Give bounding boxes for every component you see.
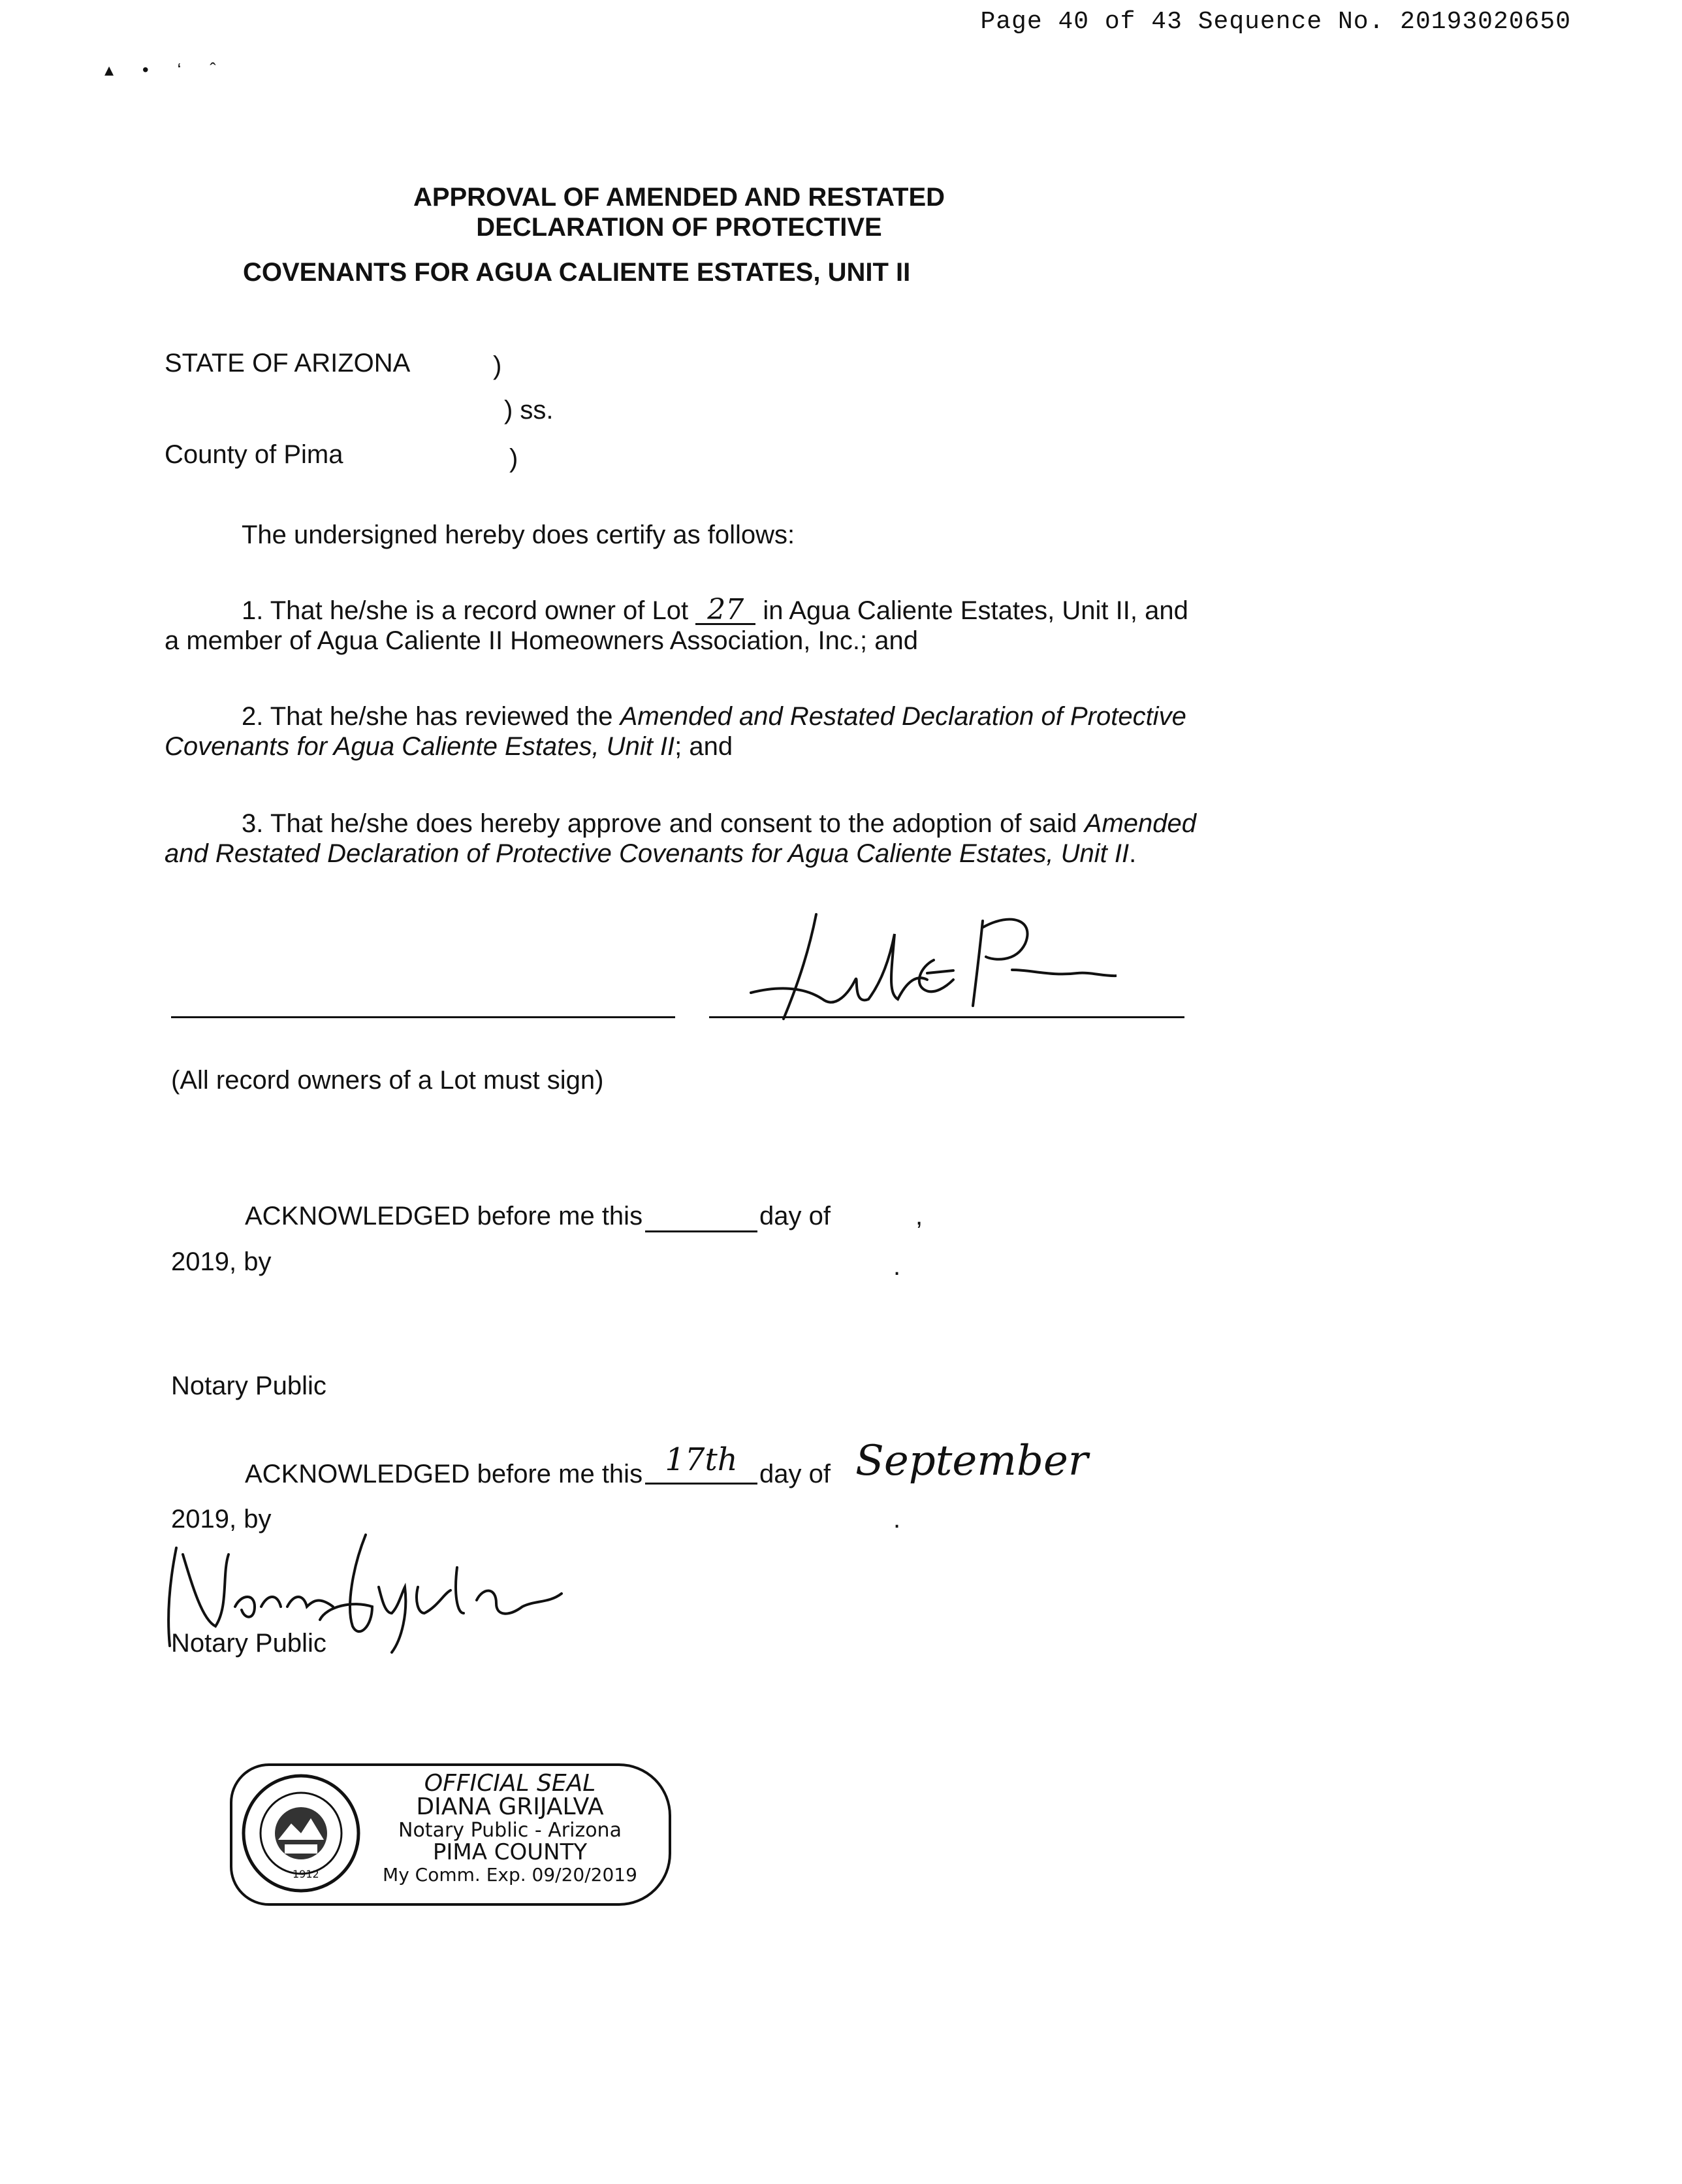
item-2-italic-2: Covenants for Agua Caliente Estates, Unit II xyxy=(165,732,675,761)
ack-2-period: . xyxy=(893,1505,901,1534)
owner-signature xyxy=(738,908,1117,1032)
ack-2-month-handwritten: September xyxy=(855,1437,1088,1485)
title-line-1: APPROVAL OF AMENDED AND RESTATED xyxy=(413,183,945,212)
ack-2-year-by: 2019, by xyxy=(171,1505,272,1534)
ack-2-day-of: day of xyxy=(759,1460,831,1488)
venue-paren-1: ) xyxy=(493,351,502,380)
seal-emblem-year: 1912 xyxy=(293,1868,319,1880)
item-2-italic-1: Amended and Restated Declaration of Protective xyxy=(620,702,1186,731)
venue-paren-2: ) xyxy=(509,444,518,473)
ack-1-comma: , xyxy=(915,1202,923,1230)
title-line-2: DECLARATION OF PROTECTIVE xyxy=(476,213,882,242)
ack-2-day-handwritten: 17th xyxy=(645,1437,757,1485)
venue-ss: ) ss. xyxy=(504,396,554,425)
item-2-text: 2. That he/she has reviewed the xyxy=(242,702,620,731)
venue-state: STATE OF ARIZONA xyxy=(165,349,411,377)
official-seal-stamp xyxy=(230,1763,671,1906)
item-1-line-2: a member of Agua Caliente II Homeowners Association, Inc.; and xyxy=(165,626,918,655)
title-line-3: COVENANTS FOR AGUA CALIENTE ESTATES, UNIT II xyxy=(243,258,911,287)
scan-specks: ▴ • ‘ ˆ xyxy=(104,59,228,80)
ack-2-text: ACKNOWLEDGED before me this xyxy=(245,1460,643,1488)
ack-1-day-of: day of xyxy=(759,1202,831,1230)
ack-1-day-blank xyxy=(645,1210,757,1232)
ack-1-year-by: 2019, by xyxy=(171,1247,272,1276)
seal-name: DIANA GRIJALVA xyxy=(416,1793,604,1820)
item-1-text-a: 1. That he/she is a record owner of Lot xyxy=(242,596,696,625)
seal-commission-expiry: My Comm. Exp. 09/20/2019 xyxy=(383,1864,637,1886)
item-2 xyxy=(165,701,1196,762)
notary-signature xyxy=(157,1528,575,1659)
ack-1-text: ACKNOWLEDGED before me this xyxy=(245,1202,643,1230)
item-2-end: ; and xyxy=(674,732,733,761)
item-1-text-b: in Agua Caliente Estates, Unit II, and xyxy=(755,596,1188,625)
venue-county: County of Pima xyxy=(165,440,343,469)
seal-county: PIMA COUNTY xyxy=(432,1839,588,1865)
lot-number-handwritten: 27 xyxy=(695,597,755,625)
item-1 xyxy=(165,593,1196,656)
intro-text: The undersigned hereby does certify as follows: xyxy=(242,521,795,549)
seal-line-1: OFFICIAL SEAL xyxy=(424,1770,596,1797)
item-3 xyxy=(165,809,1196,869)
item-3-line-1: 3. That he/she does hereby approve and consent to the adoption of said xyxy=(242,809,1077,838)
item-3-end: . xyxy=(1129,839,1137,868)
ack-1-period: . xyxy=(893,1252,901,1281)
ack-2-notary: Notary Public xyxy=(171,1629,326,1658)
seal-line-3: Notary Public - Arizona xyxy=(398,1819,622,1842)
signature-line-1 xyxy=(171,1016,675,1018)
page-sequence-header: Page 40 of 43 Sequence No. 20193020650 xyxy=(980,8,1571,36)
ack-1-notary: Notary Public xyxy=(171,1372,326,1400)
signature-note: (All record owners of a Lot must sign) xyxy=(171,1066,604,1095)
item-3-italic: Amended and Restated Declaration of Protective Covenants for Agua Caliente Estates, Unit II xyxy=(165,809,1196,868)
